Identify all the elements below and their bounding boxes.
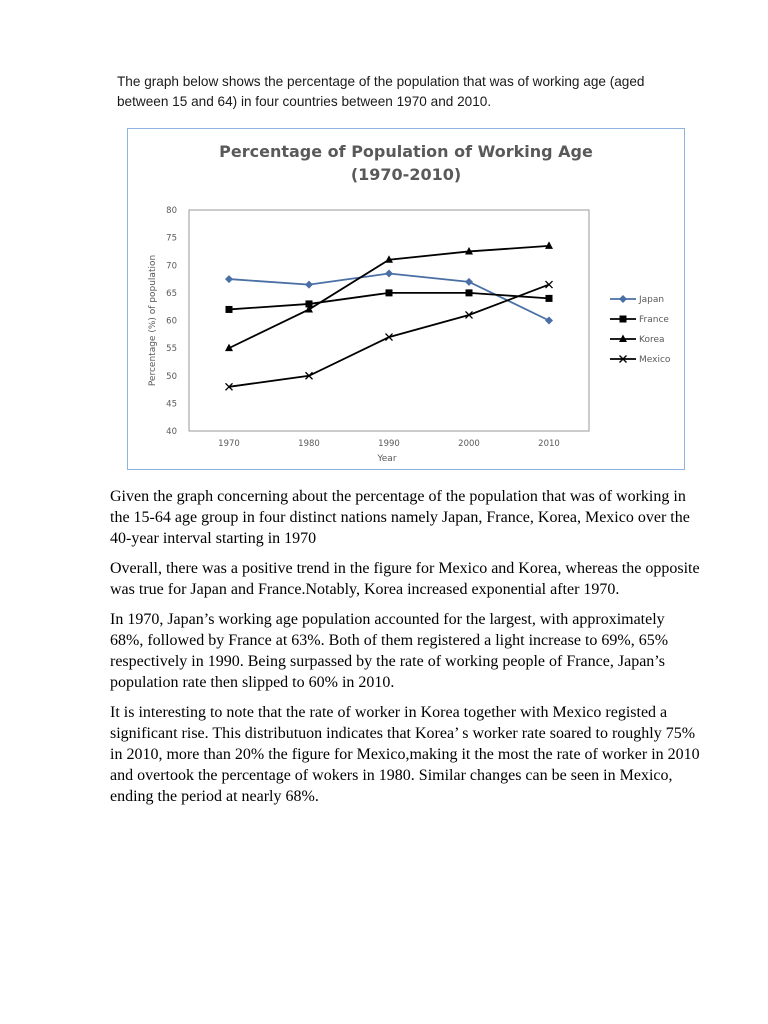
data-point-japan [225, 275, 233, 283]
legend-marker-japan [619, 295, 627, 303]
line-chart [127, 128, 685, 470]
legend-label-france: France [639, 315, 669, 325]
y-tick-label: 65 [166, 288, 177, 299]
data-point-france [466, 289, 473, 296]
legend-item-france [610, 315, 669, 325]
essay-paragraph-intro: Given the graph concerning about the percentage of the population that was of working in the 15-64 age group in four distinct nations namely Japan, France, Korea, Mexico over the 40-year interval starting in 1970 [110, 488, 690, 547]
legend-label-japan: Japan [639, 295, 665, 305]
essay-body [110, 486, 700, 816]
y-tick-label: 40 [166, 427, 177, 437]
y-axis-label: Percentage (%) of population [148, 254, 158, 387]
data-point-france [546, 295, 553, 302]
legend-item-korea [610, 335, 665, 346]
essay-paragraph-korea-mexico: It is interesting to note that the rate of worker in Korea together with Mexico registed a significant rise. This distributuon indicates that Korea’ s worker rate soared to roughly 75% in 2010, more than 20% the figure for Mexico,making it the most the rate of worker in 2010 and overtook the percentage of wokers in 1980. Similar changes can be seen in Mexico, ending the period at nearly 68%. [110, 704, 700, 805]
plot-border [189, 210, 589, 431]
x-tick-label: 2000 [458, 439, 480, 449]
y-tick-label: 60 [166, 316, 177, 327]
chart-canvas [128, 129, 684, 469]
essay-paragraph-overview: Overall, there was a positive trend in the figure for Mexico and Korea, whereas the opposite was true for Japan and France.Notably, Korea increased exponential after 1970. [110, 560, 700, 598]
x-axis-label: Year [377, 454, 397, 464]
y-tick-label: 70 [166, 261, 177, 272]
legend-label-mexico: Mexico [639, 355, 671, 365]
y-tick-label: 50 [166, 371, 177, 382]
legend-item-japan [610, 295, 664, 305]
x-tick-label: 1980 [298, 439, 320, 449]
x-tick-label: 1990 [378, 439, 400, 449]
essay-paragraph-japan-france: In 1970, Japan’s working age population accounted for the largest, with approximately 68%, followed by France at 63%. Both of them registered a light increase to 69%, 65% respectively in 1990. Being surpassed by the rate of working people of France, Japan’s population rate then slipped to 60% in 2010. [110, 611, 669, 691]
data-point-japan [465, 278, 473, 286]
plot-area [148, 206, 589, 464]
y-tick-label: 80 [166, 206, 177, 216]
y-tick-label: 55 [166, 344, 177, 355]
chart-title-line2: (1970-2010) [350, 165, 462, 184]
chart-legend [610, 295, 671, 365]
task-prompt: The graph below shows the percentage of the population that was of working age (aged between 15 and 64) in four countries between 1970 and 2010. [117, 74, 645, 109]
y-tick-label: 45 [166, 399, 177, 410]
legend-item-mexico [610, 355, 671, 365]
data-point-france [226, 306, 233, 313]
x-tick-label: 1970 [218, 439, 240, 449]
data-point-korea [545, 241, 553, 249]
data-point-france [386, 289, 393, 296]
legend-marker-france [620, 316, 627, 323]
legend-label-korea: Korea [639, 335, 665, 345]
y-tick-label: 75 [166, 233, 177, 244]
x-tick-label: 2010 [538, 439, 560, 449]
series-line-japan [229, 274, 549, 321]
series-line-mexico [229, 285, 549, 387]
chart-title-line1: Percentage of Population of Working Age [219, 142, 593, 161]
data-point-japan [305, 281, 313, 289]
data-point-japan [545, 317, 553, 325]
data-point-japan [385, 270, 393, 278]
